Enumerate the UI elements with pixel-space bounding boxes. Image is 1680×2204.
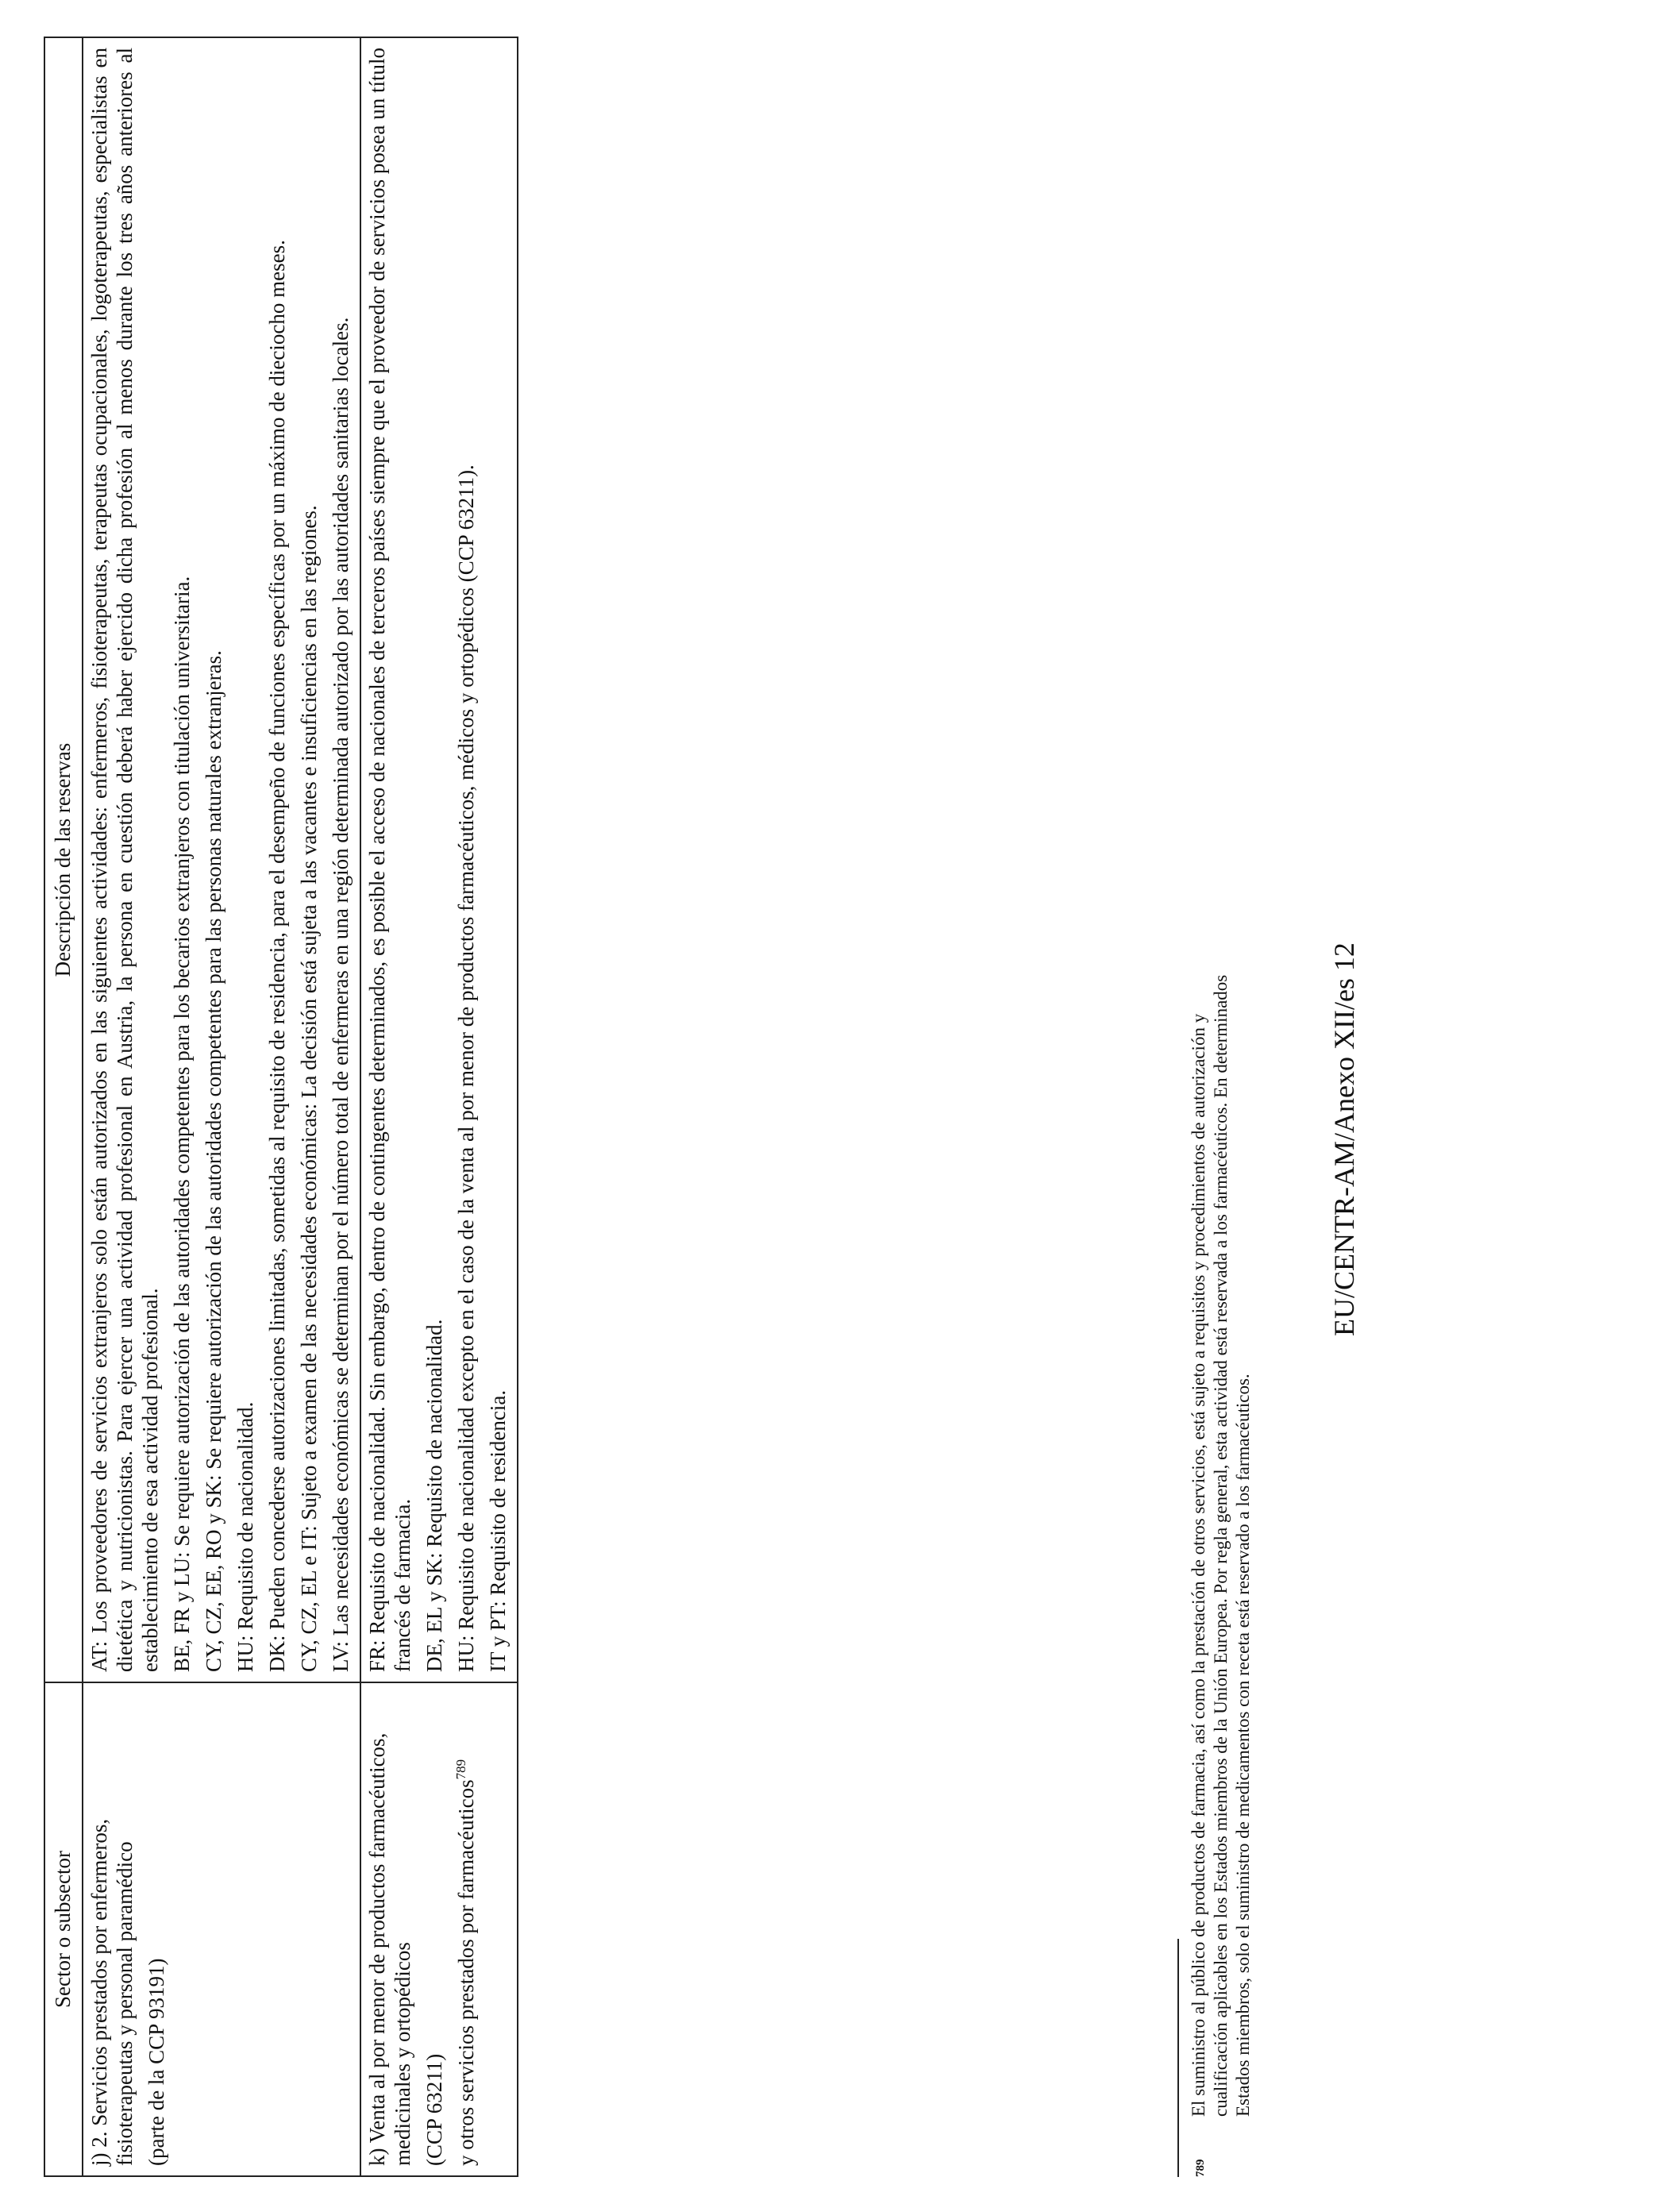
footnote-reference[interactable]: 789 <box>453 1759 468 1780</box>
reservation-entry: DK: Pueden concederse autorizaciones limitadas, sometidas al requisito de residencia, para el desempeño de funciones específicas por un máximo de dieciocho meses. <box>265 240 289 1672</box>
sector-line: (CCP 63211) <box>422 2053 446 2166</box>
description-cell <box>83 37 360 1682</box>
sector-line: j) 2. Servicios prestados por enfermeros, fisioterapeutas y personal paramédico <box>87 1818 137 2166</box>
sector-line: k) Venta al por menor de productos farmacéuticos, medicinales y ortopédicos <box>365 1732 414 2166</box>
sector-column-header: Sector o subsector <box>44 1682 83 2176</box>
reservation-entry: AT: Los proveedores de servicios extranjeros solo están autorizados en las siguientes actividades: enfermeros, fisioterapeutas, terapeutas ocupacionales, logoterapeutas, especialistas en dietética y nutricionistas. Para ejercer una actividad profesional en Austria, la persona en cuestión deberá haber ejercido dicha profesión al menos durante los tres años anteriores al establecimiento de esa actividad profesional. <box>87 48 162 1672</box>
reservation-entry: FR: Requisito de nacionalidad. Sin embargo, dentro de contingentes determinados, es posible el acceso de nacionales de terceros países siempre que el proveedor de servicios posea un título francés de farmacia. <box>365 48 414 1672</box>
footnote <box>1188 192 1254 2177</box>
sector-line: y otros servicios prestados por farmacéuticos <box>454 1779 478 2166</box>
reservation-entry: HU: Requisito de nacionalidad excepto en el caso de la venta al por menor de productos farmacéuticos, médicos y ortopédicos (CCP 63211). <box>454 464 478 1672</box>
sector-line-with-footnote <box>453 1693 479 2166</box>
reservation-entry: CY, CZ, EE, RO y SK: Se requiere autorización de las autoridades competentes para las personas naturales extranjeras. <box>202 650 225 1672</box>
table-row <box>360 37 518 2176</box>
table-header-row <box>44 37 83 2176</box>
footnote-text: El suministro al público de productos de farmacia, así como la prestación de otros servicios, está sujeto a requisitos y procedimientos de autorización y cualificación aplicables en los Estados miembros de la Unión Europea. Por regla general, esta actividad está reservada a los farmacéuticos. En determinados Estados miembros, solo el suministro de medicamentos con receta está reservado a los farmacéuticos. <box>1189 974 1253 2117</box>
reservation-entry: DE, EL y SK: Requisito de nacionalidad. <box>422 1319 446 1672</box>
sector-cell <box>360 1682 518 2176</box>
page-reference: EU/CENTR-AM/Anexo XII/es 12 <box>1328 942 1360 1336</box>
reservation-entry: LV: Las necesidades económicas se determinan por el número total de enfermeras en una región determinada autorizado por las autoridades sanitarias locales. <box>329 317 353 1672</box>
description-cell <box>360 37 518 1682</box>
footnote-number: 789 <box>1194 2159 1207 2177</box>
reservation-entry: CY, CZ, EL e IT: Sujeto a examen de las necesidades económicas: La decisión está sujeta a las vacantes e insuficiencias en las regiones. <box>297 505 321 1672</box>
table-row <box>83 37 360 2176</box>
footnote-separator <box>1177 1939 1179 2177</box>
description-column-header: Descripción de las reservas <box>44 37 83 1682</box>
reservation-entry: IT y PT: Requisito de residencia. <box>486 1389 510 1672</box>
sector-cell <box>83 1682 360 2176</box>
reservation-entry: BE, FR y LU: Se requiere autorización de las autoridades competentes para los becarios extranjeros con titulación universitaria. <box>170 576 194 1672</box>
reservation-entry: HU: Requisito de nacionalidad. <box>233 1401 257 1672</box>
sector-line: (parte de la CCP 93191) <box>144 1958 168 2166</box>
reservations-table <box>44 37 518 2177</box>
